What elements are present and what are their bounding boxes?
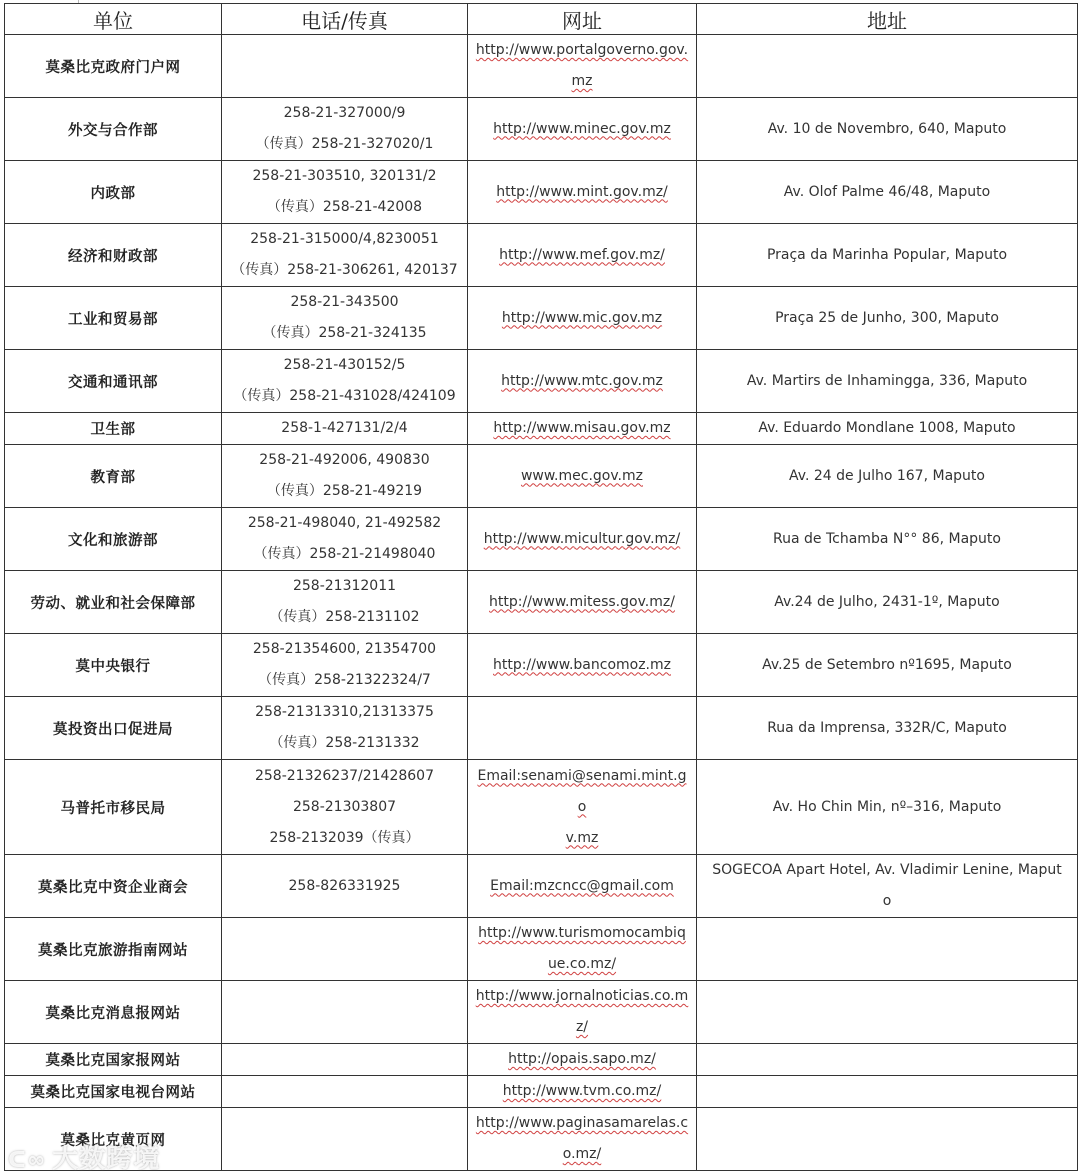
cell-phone-fax bbox=[222, 508, 468, 571]
table-row bbox=[5, 161, 1078, 224]
cell-address bbox=[697, 287, 1078, 350]
cell-website bbox=[468, 445, 697, 508]
phone-line: 258-21-430152/5 bbox=[283, 357, 406, 373]
cell-phone-fax bbox=[222, 760, 468, 855]
cell-address bbox=[697, 445, 1078, 508]
website-line[interactable]: http://www.mint.gov.mz/ bbox=[496, 183, 668, 200]
cell-address bbox=[697, 161, 1078, 224]
table-row bbox=[5, 634, 1078, 697]
table-row bbox=[5, 35, 1078, 98]
phone-line: 258-21313310,21313375 bbox=[255, 704, 434, 720]
cell-phone-fax bbox=[222, 855, 468, 918]
phone-line: （传真）258-21-324135 bbox=[262, 325, 427, 341]
phone-line: 258-21-315000/4,8230051 bbox=[250, 231, 439, 247]
table-row bbox=[5, 571, 1078, 634]
cell-address bbox=[697, 981, 1078, 1044]
cell-unit: 莫桑比克黄页网 bbox=[5, 1108, 222, 1171]
phone-line: （传真）258-21-21498040 bbox=[253, 546, 436, 562]
cell-address bbox=[697, 35, 1078, 98]
address-line: SOGECOA Apart Hotel, Av. Vladimir Lenine, Maput bbox=[712, 862, 1062, 878]
cell-address bbox=[697, 224, 1078, 287]
cell-phone-fax bbox=[222, 350, 468, 413]
watermark bbox=[8, 1138, 160, 1175]
table-row bbox=[5, 287, 1078, 350]
website-line[interactable]: v.mz bbox=[565, 829, 599, 846]
phone-line: 258-21354600, 21354700 bbox=[252, 641, 437, 657]
address-line: Av. Eduardo Mondlane 1008, Maputo bbox=[758, 420, 1016, 436]
phone-line: （传真）258-21-327020/1 bbox=[255, 136, 434, 152]
table-row bbox=[5, 918, 1078, 981]
phone-line: （传真）258-21-306261, 420137 bbox=[231, 262, 458, 278]
address-line: Av. Olof Palme 46/48, Maputo bbox=[783, 183, 991, 200]
cell-website bbox=[468, 224, 697, 287]
watermark-logo-icon: ᑕ∞ bbox=[8, 1148, 47, 1173]
cell-address bbox=[697, 350, 1078, 413]
website-line[interactable]: z/ bbox=[575, 1019, 589, 1035]
phone-line: （传真）258-21-49219 bbox=[266, 483, 423, 499]
cell-website bbox=[468, 287, 697, 350]
cell-address bbox=[697, 413, 1078, 445]
cell-phone-fax bbox=[222, 981, 468, 1044]
website-line[interactable]: Email:mzcncc@gmail.com bbox=[490, 877, 674, 894]
website-line[interactable]: http://www.mitess.gov.mz/ bbox=[489, 593, 675, 610]
cell-website bbox=[468, 35, 697, 98]
phone-line: 258-21-343500 bbox=[290, 294, 399, 310]
cell-unit: 莫桑比克政府门户网 bbox=[5, 35, 222, 98]
website-line[interactable]: http://opais.sapo.mz/ bbox=[508, 1051, 656, 1067]
cell-phone-fax bbox=[222, 98, 468, 161]
address-line: Av.24 de Julho, 2431-1º, Maputo bbox=[774, 593, 1000, 610]
phone-line: （传真）258-2131332 bbox=[269, 735, 420, 751]
cell-unit: 经济和财政部 bbox=[5, 224, 222, 287]
phone-line: 258-21-492006, 490830 bbox=[259, 452, 430, 468]
website-line[interactable]: http://www.mtc.gov.mz bbox=[501, 372, 663, 389]
address-line: Av. Martirs de Inhamingga, 336, Maputo bbox=[746, 372, 1028, 389]
cell-website bbox=[468, 760, 697, 855]
cell-unit: 莫桑比克旅游指南网站 bbox=[5, 918, 222, 981]
cell-address bbox=[697, 697, 1078, 760]
table-row bbox=[5, 1108, 1078, 1171]
cell-phone-fax bbox=[222, 445, 468, 508]
website-line[interactable]: ue.co.mz/ bbox=[547, 956, 617, 972]
website-line[interactable]: http://www.mef.gov.mz/ bbox=[499, 246, 665, 263]
cell-unit: 劳动、就业和社会保障部 bbox=[5, 571, 222, 634]
phone-line: 258-21303807 bbox=[292, 798, 397, 815]
address-line: Praça da Marinha Popular, Maputo bbox=[766, 246, 1008, 263]
cell-unit: 马普托市移民局 bbox=[5, 760, 222, 855]
cell-phone-fax bbox=[222, 413, 468, 445]
website-line[interactable]: http://www.portalgoverno.gov. bbox=[475, 42, 689, 58]
website-line[interactable]: mz bbox=[571, 73, 593, 89]
cell-website bbox=[468, 1076, 697, 1108]
address-line: Av. Ho Chin Min, nº–316, Maputo bbox=[772, 798, 1002, 815]
phone-line: 258-21-498040, 21-492582 bbox=[247, 515, 442, 531]
cell-website bbox=[468, 98, 697, 161]
cell-unit: 莫桑比克消息报网站 bbox=[5, 981, 222, 1044]
cell-address bbox=[697, 634, 1078, 697]
website-line[interactable]: http://www.minec.gov.mz bbox=[493, 120, 671, 137]
watermark-text: 大数跨境 bbox=[52, 1144, 161, 1174]
cell-phone-fax bbox=[222, 161, 468, 224]
phone-line: （传真）258-21-431028/424109 bbox=[233, 388, 456, 404]
cell-unit: 外交与合作部 bbox=[5, 98, 222, 161]
cell-address bbox=[697, 1044, 1078, 1076]
header-unit: 单位 bbox=[5, 4, 222, 35]
phone-line: 258-2132039（传真） bbox=[269, 829, 420, 846]
cell-address bbox=[697, 855, 1078, 918]
address-line: Rua da Imprensa, 332R/C, Maputo bbox=[767, 719, 1007, 736]
cell-unit: 莫桑比克国家报网站 bbox=[5, 1044, 222, 1076]
cell-unit: 内政部 bbox=[5, 161, 222, 224]
cell-unit: 交通和通讯部 bbox=[5, 350, 222, 413]
table-header-row bbox=[5, 4, 1078, 35]
address-line: Rua de Tchamba N°° 86, Maputo bbox=[773, 530, 1001, 547]
table-row bbox=[5, 98, 1078, 161]
website-line[interactable]: http://www.tvm.co.mz/ bbox=[502, 1083, 662, 1099]
mozambique-contacts-table bbox=[4, 3, 1078, 1171]
cell-unit: 文化和旅游部 bbox=[5, 508, 222, 571]
cell-address bbox=[697, 1076, 1078, 1108]
cell-phone-fax bbox=[222, 918, 468, 981]
table-row bbox=[5, 413, 1078, 445]
cell-unit: 莫桑比克中资企业商会 bbox=[5, 855, 222, 918]
address-line: Av. 24 de Julho 167, Maputo bbox=[789, 467, 985, 484]
phone-line: 258-21-303510, 320131/2 bbox=[252, 168, 437, 184]
table-row bbox=[5, 224, 1078, 287]
cell-address bbox=[697, 760, 1078, 855]
website-line[interactable]: www.mec.gov.mz bbox=[520, 467, 643, 484]
cell-address bbox=[697, 1108, 1078, 1171]
cell-unit: 莫中央银行 bbox=[5, 634, 222, 697]
website-line[interactable]: Email:senami@senami.mint.go bbox=[477, 767, 687, 815]
cell-address bbox=[697, 918, 1078, 981]
phone-line: （传真）258-21-42008 bbox=[266, 199, 423, 215]
cell-phone-fax bbox=[222, 1108, 468, 1171]
website-line[interactable]: http://www.bancomoz.mz bbox=[493, 656, 671, 673]
address-line: Praça 25 de Junho, 300, Maputo bbox=[775, 309, 999, 326]
cell-website bbox=[468, 350, 697, 413]
phone-line: 258-1-427131/2/4 bbox=[281, 420, 408, 436]
cell-website bbox=[468, 1044, 697, 1076]
cell-unit: 莫桑比克国家电视台网站 bbox=[5, 1076, 222, 1108]
cell-unit: 工业和贸易部 bbox=[5, 287, 222, 350]
cell-website bbox=[468, 855, 697, 918]
cell-phone-fax bbox=[222, 571, 468, 634]
table-body bbox=[5, 35, 1078, 1171]
website-line[interactable]: http://www.mic.gov.mz bbox=[501, 309, 663, 326]
table-row bbox=[5, 445, 1078, 508]
cell-phone-fax bbox=[222, 1076, 468, 1108]
phone-line: （传真）258-21322324/7 bbox=[258, 672, 431, 688]
website-line[interactable]: http://www.turismomocambiq bbox=[478, 925, 686, 941]
table-row bbox=[5, 1044, 1078, 1076]
header-website: 网址 bbox=[468, 4, 697, 35]
cell-address bbox=[697, 571, 1078, 634]
cell-phone-fax bbox=[222, 697, 468, 760]
cell-address bbox=[697, 98, 1078, 161]
address-line: Av. 10 de Novembro, 640, Maputo bbox=[767, 120, 1007, 137]
address-line: o bbox=[882, 893, 892, 909]
table-row bbox=[5, 855, 1078, 918]
cell-website bbox=[468, 634, 697, 697]
cell-phone-fax bbox=[222, 224, 468, 287]
cell-phone-fax bbox=[222, 287, 468, 350]
table-row bbox=[5, 697, 1078, 760]
cell-website bbox=[468, 981, 697, 1044]
cell-website bbox=[468, 571, 697, 634]
table-row bbox=[5, 981, 1078, 1044]
phone-line: 258-21-327000/9 bbox=[283, 105, 406, 121]
cell-website bbox=[468, 161, 697, 224]
header-phone-fax: 电话/传真 bbox=[222, 4, 468, 35]
phone-line: 258-21312011 bbox=[292, 578, 397, 594]
website-line[interactable]: http://www.paginasamarelas.c bbox=[475, 1115, 689, 1131]
cell-website bbox=[468, 413, 697, 445]
table-row bbox=[5, 760, 1078, 855]
cell-website bbox=[468, 508, 697, 571]
cell-website bbox=[468, 697, 697, 760]
header-address: 地址 bbox=[697, 4, 1078, 35]
table-row bbox=[5, 508, 1078, 571]
cell-unit: 卫生部 bbox=[5, 413, 222, 445]
cell-website bbox=[468, 918, 697, 981]
address-line: Av.25 de Setembro nº1695, Maputo bbox=[762, 656, 1012, 673]
table-row bbox=[5, 1076, 1078, 1108]
cell-phone-fax bbox=[222, 35, 468, 98]
table-row bbox=[5, 350, 1078, 413]
website-line[interactable]: http://www.jornalnoticias.co.m bbox=[475, 988, 689, 1004]
website-line[interactable]: http://www.misau.gov.mz bbox=[493, 420, 671, 436]
website-line[interactable]: o.mz/ bbox=[562, 1146, 602, 1162]
cell-phone-fax bbox=[222, 634, 468, 697]
phone-line: 258-21326237/21428607 bbox=[254, 767, 434, 784]
cell-unit: 莫投资出口促进局 bbox=[5, 697, 222, 760]
phone-line: （传真）258-2131102 bbox=[269, 609, 420, 625]
cell-address bbox=[697, 508, 1078, 571]
cell-website bbox=[468, 1108, 697, 1171]
website-line[interactable]: http://www.micultur.gov.mz/ bbox=[483, 530, 681, 547]
phone-line: 258-826331925 bbox=[288, 877, 401, 894]
cell-unit: 教育部 bbox=[5, 445, 222, 508]
cell-phone-fax bbox=[222, 1044, 468, 1076]
